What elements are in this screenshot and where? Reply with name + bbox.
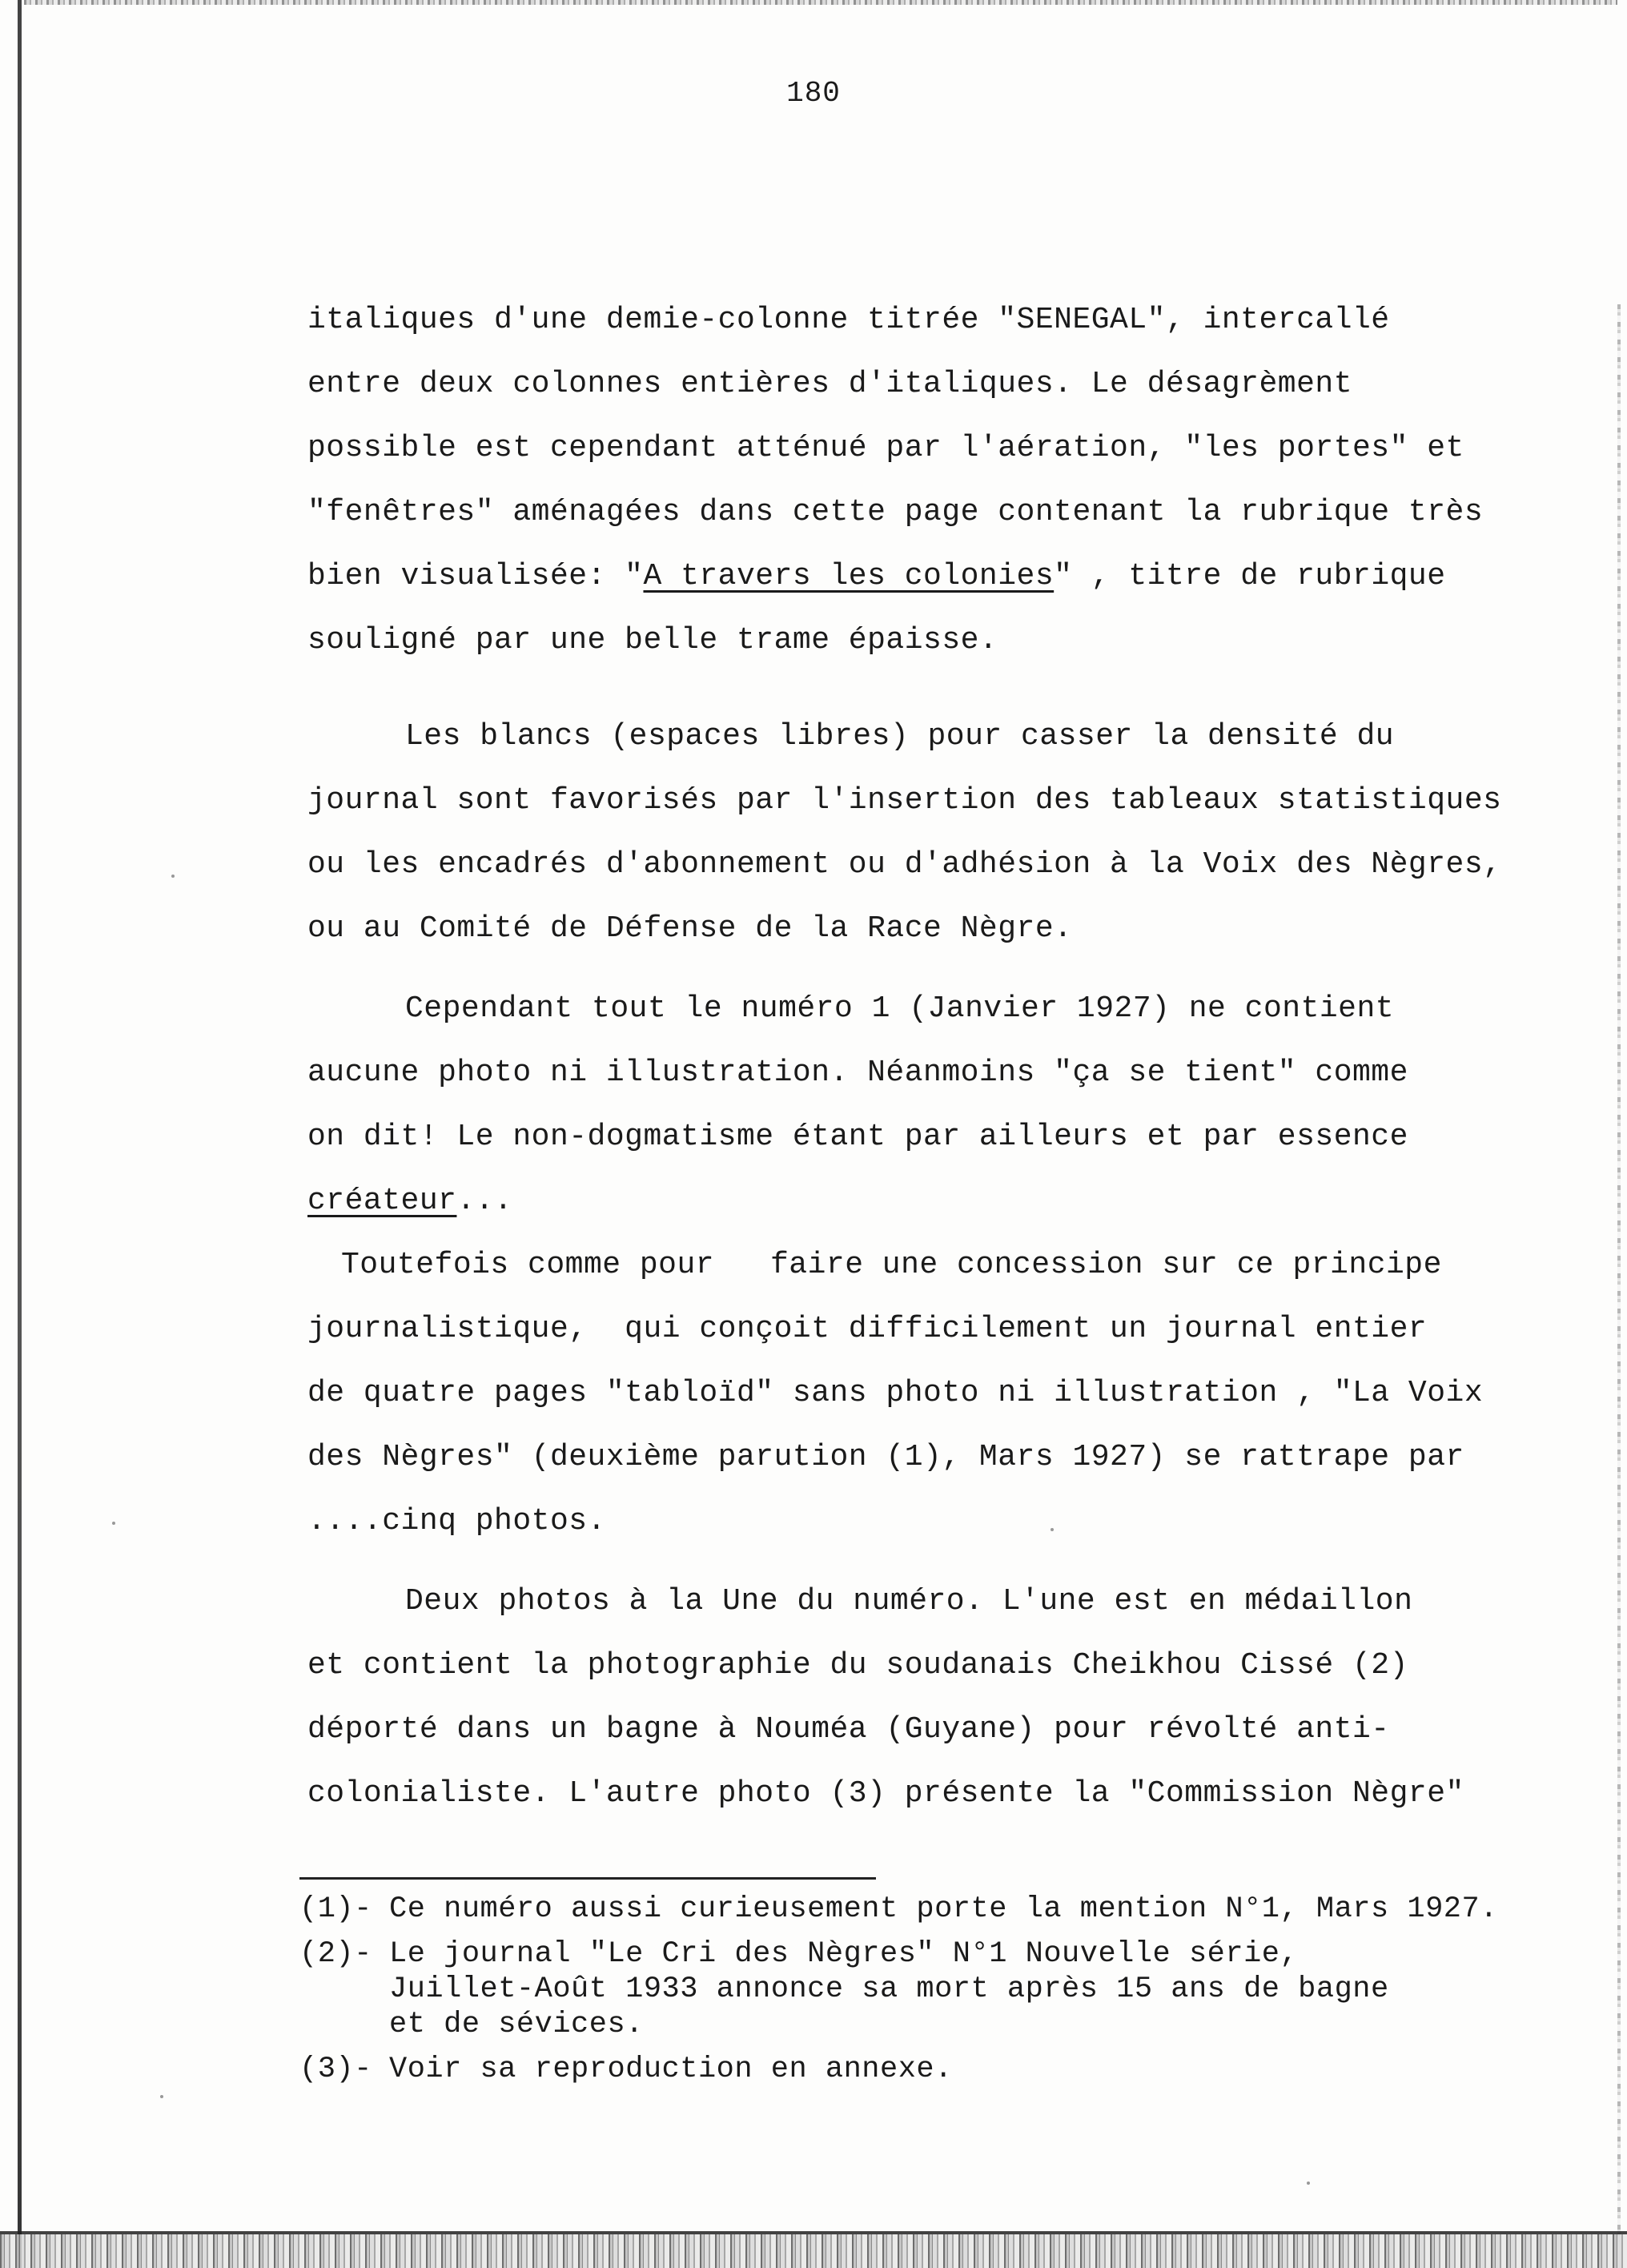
scan-speck <box>1051 1528 1054 1531</box>
footnote-line: Ce numéro aussi curieusement porte la mention N°1, Mars 1927. <box>389 1892 1498 1926</box>
paragraph-gap <box>307 961 1589 977</box>
text-line: ou les encadrés d'abonnement ou d'adhésion à la Voix des Nègres, <box>307 847 1502 882</box>
footnote <box>299 2052 1613 2087</box>
paragraph-gap <box>307 1554 1589 1570</box>
text-line <box>307 545 1589 609</box>
text-line: de quatre pages "tabloïd" sans photo ni illustration , "La Voix <box>307 1376 1484 1410</box>
footnote-text <box>389 2052 1613 2087</box>
scan-speck <box>171 875 175 878</box>
paragraph-gap <box>307 673 1589 705</box>
scan-speck <box>1307 2182 1310 2185</box>
footnote <box>299 1892 1613 1927</box>
underlined-word: créateur <box>307 1184 457 1218</box>
footnote-line: et de sévices. <box>389 2008 644 2041</box>
text-line: et contient la photographie du soudanais Cheikhou Cissé (2) <box>307 1648 1408 1683</box>
text-line: entre deux colonnes entières d'italiques. Le désagrèment <box>307 367 1353 401</box>
footnote-line: Voir sa reproduction en annexe. <box>389 2053 953 2086</box>
text-line: journal sont favorisés par l'insertion des tableaux statistiques <box>307 783 1502 818</box>
footnote-marker: (3)- <box>299 2053 372 2086</box>
footnote-line: Le journal "Le Cri des Nègres" N°1 Nouvelle série, <box>389 1937 1299 1971</box>
scan-edge-left <box>18 0 22 2268</box>
text-line: journalistique, qui conçoit difficilement un journal entier <box>307 1312 1428 1346</box>
footnote <box>299 1936 1613 2042</box>
text-line: ....cinq photos. <box>307 1504 606 1538</box>
scan-speck <box>160 2095 163 2098</box>
text-line: Cependant tout le numéro 1 (Janvier 1927) ne contient <box>405 991 1395 1026</box>
text-fragment: bien visualisée: " <box>307 559 644 593</box>
text-line <box>307 1169 1589 1233</box>
rubric-title-underlined: A travers les colonies <box>643 559 1055 593</box>
text-line: "fenêtres" aménagées dans cette page contenant la rubrique très <box>307 495 1484 529</box>
footnote-marker: (2)- <box>299 1937 372 1971</box>
text-line: Deux photos à la Une du numéro. L'une est en médaillon <box>405 1584 1413 1619</box>
body-text <box>307 288 1589 1826</box>
scan-edge-right <box>1617 304 1621 2242</box>
text-line: Toutefois comme pour faire une concession sur ce principe <box>341 1248 1442 1282</box>
scan-edge-bottom <box>0 2231 1627 2268</box>
footnote-text <box>389 1936 1613 2042</box>
text-line: souligné par une belle trame épaisse. <box>307 623 998 657</box>
text-fragment: " , titre de rubrique <box>1054 559 1446 593</box>
scan-edge-top <box>24 0 1617 5</box>
text-line: colonialiste. L'autre photo (3) présente la "Commission Nègre" <box>307 1776 1464 1811</box>
text-fragment: ... <box>456 1184 513 1218</box>
text-line: Les blancs (espaces libres) pour casser la densité du <box>405 719 1395 754</box>
footnotes <box>299 1892 1613 2097</box>
footnote-line: Juillet-Août 1933 annonce sa mort après 15 ans de bagne <box>389 1972 1389 2006</box>
text-line: ou au Comité de Défense de la Race Nègre. <box>307 911 1073 946</box>
text-line: des Nègres" (deuxième parution (1), Mars 1927) se rattrape par <box>307 1440 1464 1474</box>
text-line: possible est cependant atténué par l'aération, "les portes" et <box>307 431 1464 465</box>
page-number: 180 <box>786 77 841 110</box>
text-line: on dit! Le non-dogmatisme étant par ailleurs et par essence <box>307 1120 1408 1154</box>
text-line: aucune photo ni illustration. Néanmoins "ça se tient" comme <box>307 1056 1408 1090</box>
footnote-separator <box>299 1877 876 1880</box>
text-line: italiques d'une demie-colonne titrée "SENEGAL", intercallé <box>307 303 1390 337</box>
footnote-marker: (1)- <box>299 1892 372 1926</box>
text-line: déporté dans un bagne à Nouméa (Guyane) pour révolté anti- <box>307 1712 1390 1747</box>
footnote-text <box>389 1892 1613 1927</box>
scan-speck <box>112 1522 115 1525</box>
